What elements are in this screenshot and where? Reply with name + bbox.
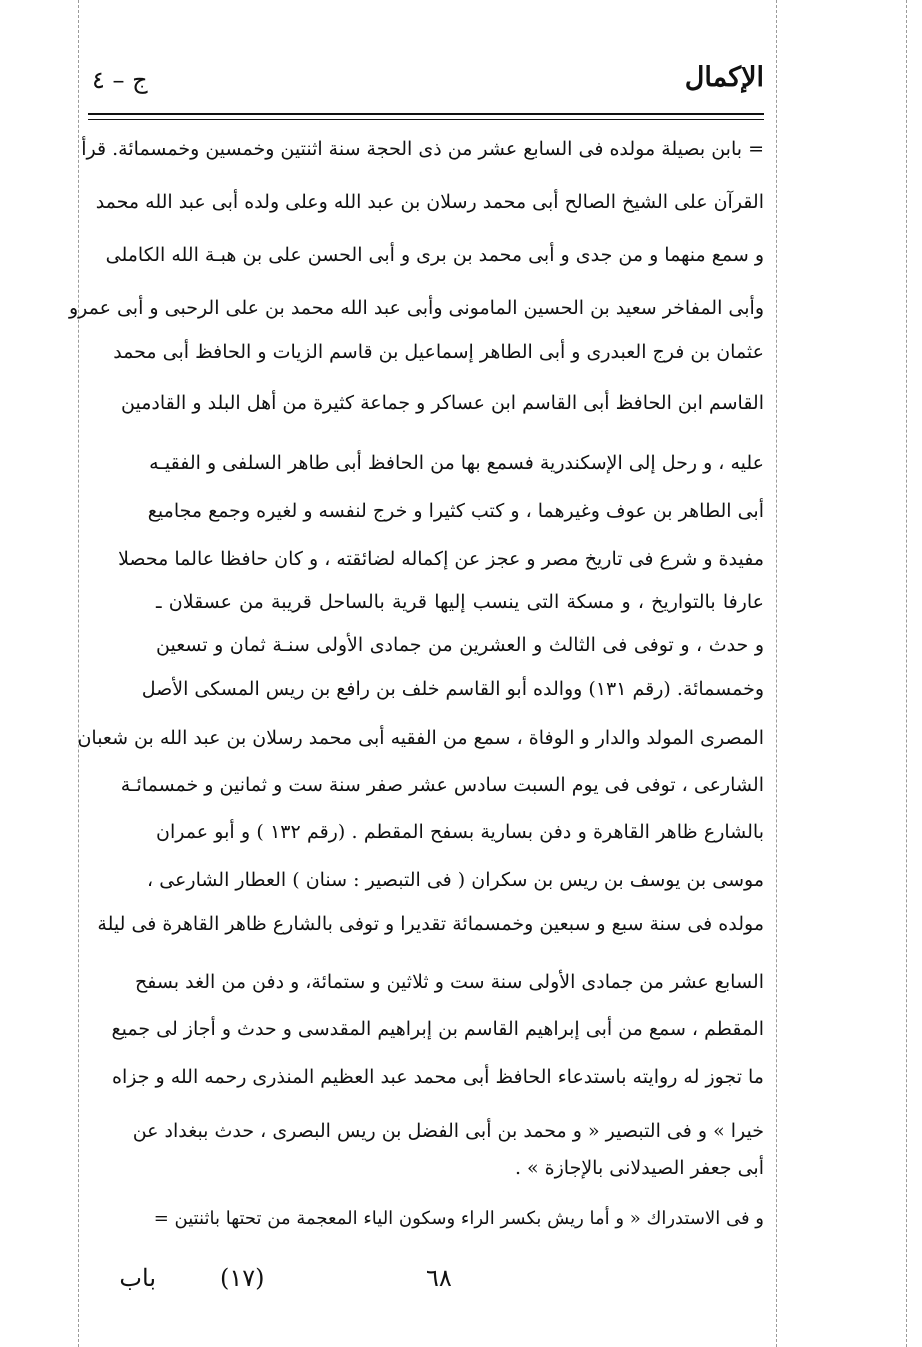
page-number: ٦٨ [426,1264,452,1292]
body-line: بالشارع ظاهر القاهرة و دفن بسارية بسفح المقطم . (رقم ١٣٢ ) و أبو عمران [156,821,764,843]
footnote-line: و فى الاستدراك « و أما ريش بكسر الراء وسكون الياء المعجمة من تحتها باثنتين = [153,1208,764,1229]
section-number: (١٧) [220,1264,265,1292]
catchword: باب [119,1264,156,1292]
body-line: القرآن على الشيخ الصالح أبى محمد رسلان بن عبد الله وعلى ولده أبى عبد الله محمد [95,191,764,213]
body-line: السابع عشر من جمادى الأولى سنة ست و ثلاثين و ستمائة، و دفن من الغد بسفح [134,971,764,993]
running-header-title: الإكمال [684,62,764,93]
body-line: وخمسمائة. (رقم ١٣١) ووالده أبو القاسم خلف بن رافع بن ريس المسكى الأصل [141,678,764,700]
body-line: وأبى المفاخر سعيد بن الحسين المامونى وأبى عبد الله محمد بن على الرحبى و أبى عمرو [68,297,764,319]
body-line: أبى جعفر الصيدلانى بالإجازة » . [514,1157,764,1179]
margin-guide-outer [906,0,907,1347]
body-line: عليه ، و رحل إلى الإسكندرية فسمع بها من الحافظ أبى طاهر السلفى و الفقيـه [149,452,764,474]
body-line: الشارعى ، توفى فى يوم السبت سادس عشر صفر سنة ست و ثمانين و خمسمائـة [120,774,764,796]
body-line: أبى الطاهر بن عوف وغيرهما ، و كتب كثيرا و خرج لنفسه و لغيره وجمع مجاميع [147,500,764,522]
body-line: و سمع منهما و من جدى و أبى محمد بن برى و أبى الحسن على بن هبـة الله الكاملى [105,244,764,266]
running-header-volume: ج – ٤ [92,66,148,94]
body-line: موسى بن يوسف بن ريس بن سكران ( فى التبصير : سنان ) العطار الشارعى ، [147,869,764,891]
body-line: المقطم ، سمع من أبى إبراهيم القاسم بن إبراهيم المقدسى و حدث و أجاز لى جميع [111,1018,764,1040]
body-line: المصرى المولد والدار و الوفاة ، سمع من الفقيه أبى محمد رسلان بن عبد الله بن شعبان [77,727,764,749]
body-line: مفيدة و شرع فى تاريخ مصر و عجز عن إكماله لضائقته ، و كان حافظا عالما محصلا [118,548,764,570]
body-line: عثمان بن فرج العبدرى و أبى الطاهر إسماعيل بن قاسم الزيات و الحافظ أبى محمد [113,341,764,363]
body-line: ما تجوز له روايته باستدعاء الحافظ أبى محمد عبد العظيم المنذرى رحمه الله و جزاه [111,1066,764,1088]
body-line: القاسم ابن الحافظ أبى القاسم ابن عساكر و جماعة كثيرة من أهل البلد و القادمين [121,392,764,414]
header-rule-thin [88,119,764,120]
header-rule [88,113,764,115]
body-line: = بابن بصيلة مولده فى السابع عشر من ذى الحجة سنة اثنتين وخمسين وخمسمائة. قرأ [81,138,764,160]
body-line: خيرا » و فى التبصير « و محمد بن أبى الفضل بن ريس البصرى ، حدث ببغداد عن [132,1120,764,1142]
body-line: مولده فى سنة سبع و سبعين وخمسمائة تقديرا و توفى بالشارع ظاهر القاهرة فى ليلة [97,913,764,935]
body-line: عارفا بالتواريخ ، و مسكة التى ينسب إليها قرية بالساحل قريبة من عسقلان ـ [156,591,764,613]
margin-guide-left [78,0,79,1347]
margin-guide-right [776,0,777,1347]
body-line: و حدث ، و توفى فى الثالث و العشرين من جمادى الأولى سنـة ثمان و تسعين [156,634,764,656]
